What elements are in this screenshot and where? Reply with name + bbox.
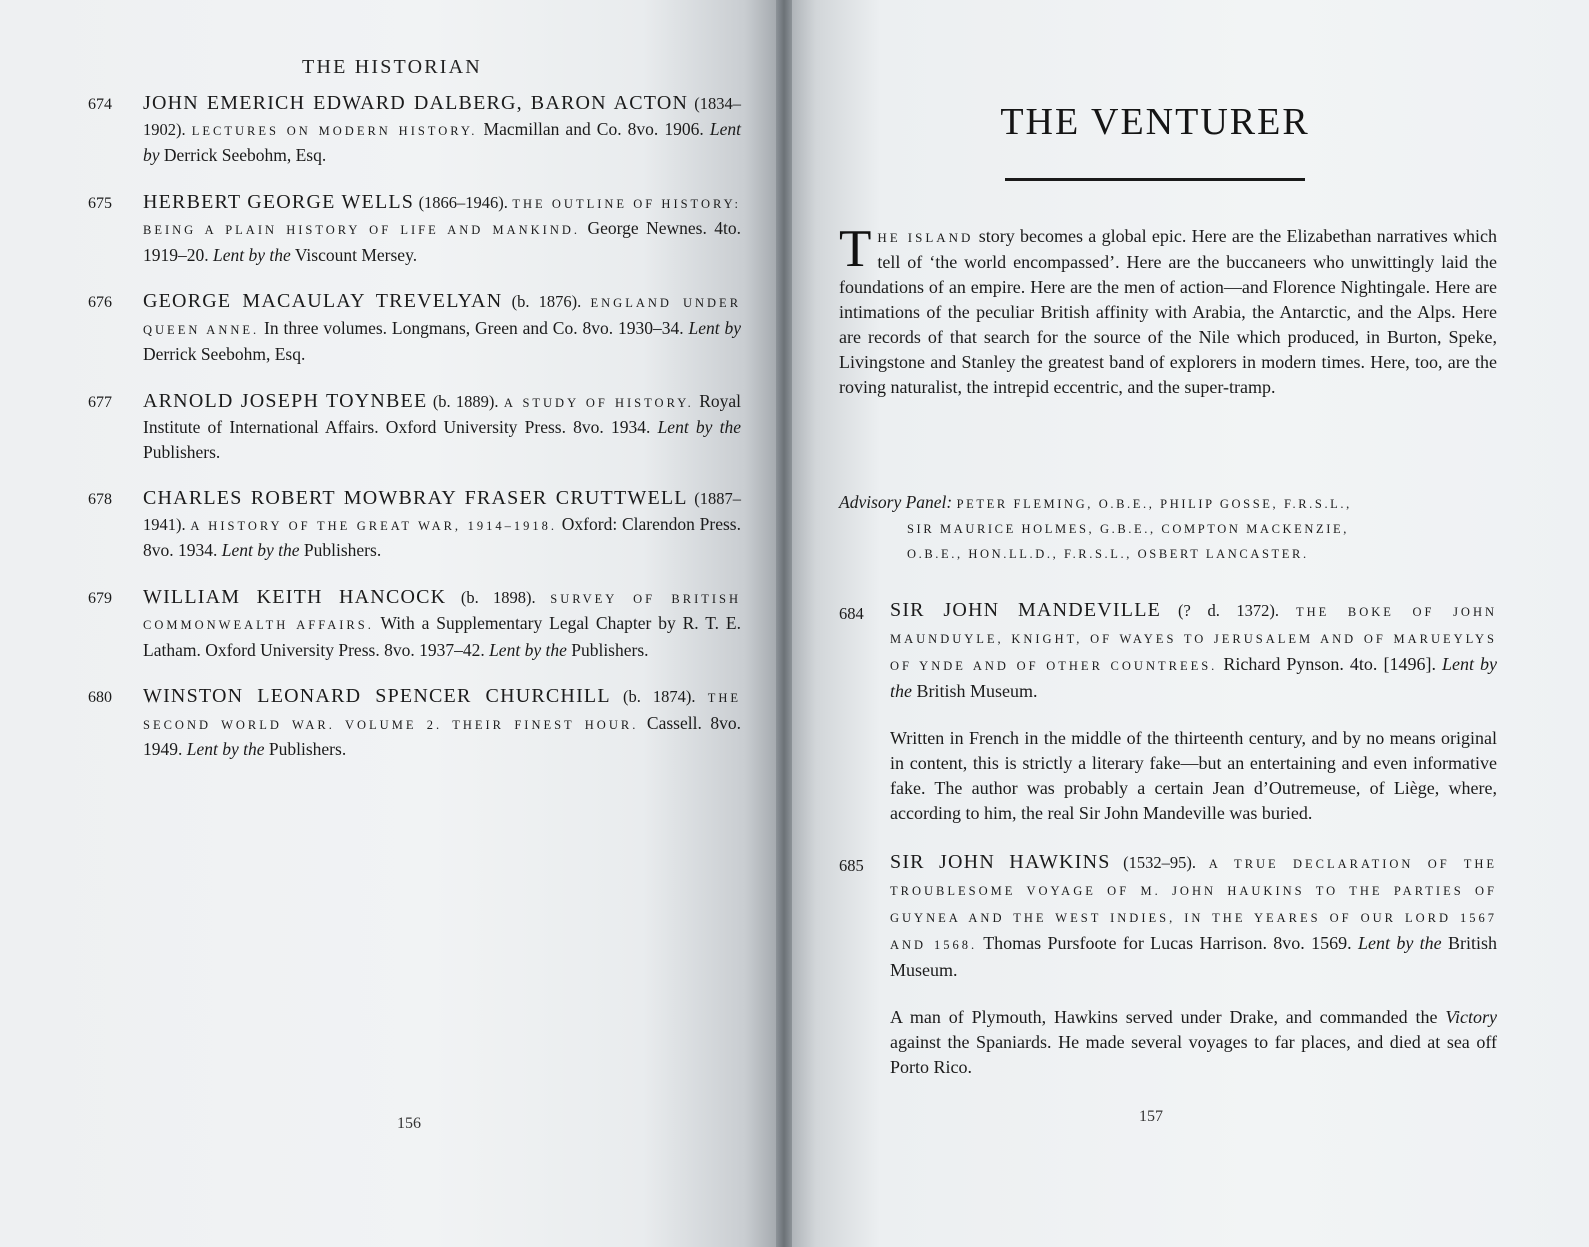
entry-dates: (1834–1902). bbox=[143, 94, 742, 139]
intro-text: story becomes a global epic. Here are the Elizabethan narratives which tell of ‘the world encompassed’. Here are the buccaneers who unwittingly laid the foundations of an empire. Here are the men of action—and Florence Nightingale. Here are intimations of the peculiar British affinity with Arabia, the Antarctic, and the Alps. Here are records of that search for the source of the Nile which produced, in Burton, Speke, Livingstone and Stanley the greatest band of explorers in modern times. Here, too, are the roving naturalist, the intrepid eccentric, and the super-tramp. bbox=[839, 226, 1498, 397]
entry-publication: Oxford: Clarendon Press. 8vo. 1934. bbox=[143, 513, 741, 560]
entry-lender: Publishers. bbox=[268, 739, 347, 759]
entry-author: HERBERT GEORGE WELLS bbox=[143, 190, 415, 213]
running-head: THE HISTORIAN bbox=[302, 56, 482, 78]
entry-lender: Publishers. bbox=[303, 540, 382, 560]
entry-author: SIR JOHN MANDEVILLE bbox=[890, 599, 1162, 621]
left-page bbox=[0, 0, 784, 1247]
entry-lent-label: Lent by the bbox=[213, 244, 291, 265]
entry-title: THE BOKE OF JOHN MAUNDUYLE, KNIGHT, OF WAYES TO JERUSALEM AND OF MARUEYLYS OF YNDE AND OF OTHER COUNTREES. bbox=[890, 605, 1498, 673]
entry-number: 676 bbox=[88, 294, 112, 311]
catalogue-entry bbox=[88, 289, 741, 367]
advisory-line bbox=[839, 490, 1497, 517]
entry-title: SURVEY OF BRITISH COMMONWEALTH AFFAIRS. bbox=[143, 591, 742, 632]
catalogue-entry bbox=[88, 389, 741, 465]
entry-publication: Cassell. 8vo. 1949. bbox=[143, 712, 742, 759]
entry-title: A HISTORY OF THE GREAT WAR, 1914–1918. bbox=[190, 518, 557, 533]
entry-lent-label: Lent by the bbox=[186, 739, 265, 759]
advisory-names: PETER FLEMING, O.B.E., PHILIP GOSSE, F.R.S.L., bbox=[956, 497, 1352, 511]
entry-lender: Derrick Seebohm, Esq. bbox=[163, 145, 327, 165]
entry-dates: (b. 1876). bbox=[511, 292, 582, 311]
entry-dates: (b. 1874). bbox=[623, 687, 696, 706]
entry-number: 674 bbox=[88, 96, 112, 113]
section-intro bbox=[839, 220, 1498, 400]
entry-lent-label: Lent by the bbox=[489, 639, 567, 660]
entry-lender: Viscount Mersey. bbox=[294, 244, 418, 265]
entry-dates: (? d. 1372). bbox=[1178, 601, 1280, 620]
entry-list bbox=[88, 91, 741, 784]
entry-note: Written in French in the middle of the thirteenth century, and by no means original in content, this is strictly a literary fake—but an entertaining and even informative fake. The author was probably a certain Jean d’Outremeuse, of Liège, where, according to him, the real Sir John Mandeville was buried. bbox=[890, 728, 1497, 823]
entry-number: 675 bbox=[88, 194, 112, 212]
entry-title: THE SECOND WORLD WAR. VOLUME 2. THEIR FINEST HOUR. bbox=[143, 691, 741, 732]
entry-number: 685 bbox=[839, 856, 864, 875]
entry-author: WINSTON LEONARD SPENCER CHURCHILL bbox=[143, 685, 611, 707]
entry-author: CHARLES ROBERT MOWBRAY FRASER CRUTTWELL bbox=[143, 487, 688, 509]
entry-lent-label: Lent by the bbox=[657, 417, 741, 437]
entry-author: ARNOLD JOSEPH TOYNBEE bbox=[143, 389, 428, 412]
entry-number: 684 bbox=[839, 604, 864, 623]
entry-number: 677 bbox=[88, 393, 112, 411]
entry-lent-label: Lent by the bbox=[1357, 933, 1442, 953]
entry-author: SIR JOHN HAWKINS bbox=[890, 851, 1111, 873]
note-text: A man of Plymouth, Hawkins served under Drake, and commanded the bbox=[890, 1007, 1438, 1027]
advisory-panel bbox=[839, 490, 1497, 567]
entry-author: WILLIAM KEITH HANCOCK bbox=[143, 585, 447, 608]
entry-number: 679 bbox=[88, 589, 112, 607]
entry-title: A STUDY OF HISTORY. bbox=[503, 395, 694, 410]
entry-publication: Royal Institute of International Affairs. Oxford University Press. 8vo. 1934. bbox=[143, 390, 742, 437]
intro-lead: HE ISLAND bbox=[877, 230, 974, 245]
catalogue-entry bbox=[88, 91, 741, 168]
entry-publication: Macmillan and Co. 8vo. 1906. bbox=[483, 118, 704, 139]
entry-lender: British Museum. bbox=[916, 681, 1038, 701]
page-number: 156 bbox=[397, 1115, 421, 1132]
entry-dates: (1887–1941). bbox=[143, 489, 741, 534]
catalogue-entry bbox=[88, 585, 741, 663]
section-title: THE VENTURER bbox=[1000, 101, 1310, 143]
entry-publication: George Newnes. 4to. 1919–20. bbox=[143, 218, 741, 265]
note-text: against the Spaniards. He made several voyages to far places, and died at sea off Porto Rico. bbox=[890, 1032, 1497, 1077]
ship-name: Victory bbox=[1445, 1007, 1497, 1027]
title-rule bbox=[1005, 178, 1305, 181]
catalogue-entry bbox=[88, 486, 741, 563]
entry-list bbox=[839, 598, 1497, 1104]
entry-dates: (1532–95). bbox=[1123, 853, 1197, 872]
entry-dates: (1866–1946). bbox=[418, 192, 508, 212]
entry-title: LECTURES ON MODERN HISTORY. bbox=[191, 123, 478, 138]
entry-lent-label: Lent by bbox=[143, 118, 741, 165]
book-gutter bbox=[776, 0, 792, 1247]
entry-publication: With a Supplementary Legal Chapter by R. T. E. Latham. Oxford University Press. 8vo. 1937–42. bbox=[143, 613, 741, 660]
catalogue-entry bbox=[88, 684, 741, 762]
entry-lent-label: Lent by the bbox=[221, 540, 300, 560]
entry-author: GEORGE MACAULAY TREVELYAN bbox=[143, 290, 503, 312]
entry-lent-label: Lent by bbox=[688, 317, 742, 338]
entry-publication: Richard Pynson. 4to. [1496]. bbox=[1223, 654, 1436, 674]
entry-title: A TRUE DECLARATION OF THE TROUBLESOME VOYAGE OF M. JOHN HAUKINS TO THE PARTIES OF GUYNEA AND THE WEST INDIES, IN THE YEARES OF OUR LORD 1567 AND 1568. bbox=[890, 857, 1498, 952]
advisory-label: Advisory Panel: bbox=[839, 492, 953, 512]
advisory-names: SIR MAURICE HOLMES, G.B.E., COMPTON MACKENZIE, bbox=[907, 522, 1349, 536]
entry-lender: Derrick Seebohm, Esq. bbox=[143, 344, 306, 364]
entry-lender: British Museum. bbox=[890, 933, 1497, 980]
entry-title: THE OUTLINE OF HISTORY: BEING A PLAIN HISTORY OF LIFE AND MANKIND. bbox=[143, 196, 741, 237]
entry-lender: Publishers. bbox=[143, 441, 221, 462]
entry-title: ENGLAND UNDER QUEEN ANNE. bbox=[143, 296, 742, 337]
page-number: 157 bbox=[1139, 1108, 1163, 1125]
entry-lender: Publishers. bbox=[571, 639, 649, 660]
entry-author: JOHN EMERICH EDWARD DALBERG, BARON ACTON bbox=[143, 92, 689, 114]
catalogue-entry bbox=[839, 598, 1497, 704]
drop-cap: T bbox=[839, 220, 872, 278]
entry-number: 680 bbox=[88, 689, 112, 706]
entry-publication: In three volumes. Longmans, Green and Co. 8vo. 1930–34. bbox=[264, 317, 684, 338]
entry-dates: (b. 1889). bbox=[432, 391, 499, 411]
entry-number: 678 bbox=[88, 491, 112, 508]
entry-dates: (b. 1898). bbox=[460, 587, 536, 607]
catalogue-entry bbox=[88, 190, 741, 268]
advisory-names: O.B.E., HON.LL.D., F.R.S.L., OSBERT LANCASTER. bbox=[907, 547, 1309, 561]
entry-publication: Thomas Pursfoote for Lucas Harrison. 8vo. 1569. bbox=[983, 933, 1352, 953]
entry-note bbox=[839, 1005, 1497, 1080]
entry-lent-label: Lent by the bbox=[890, 654, 1498, 701]
catalogue-entry bbox=[839, 850, 1497, 983]
